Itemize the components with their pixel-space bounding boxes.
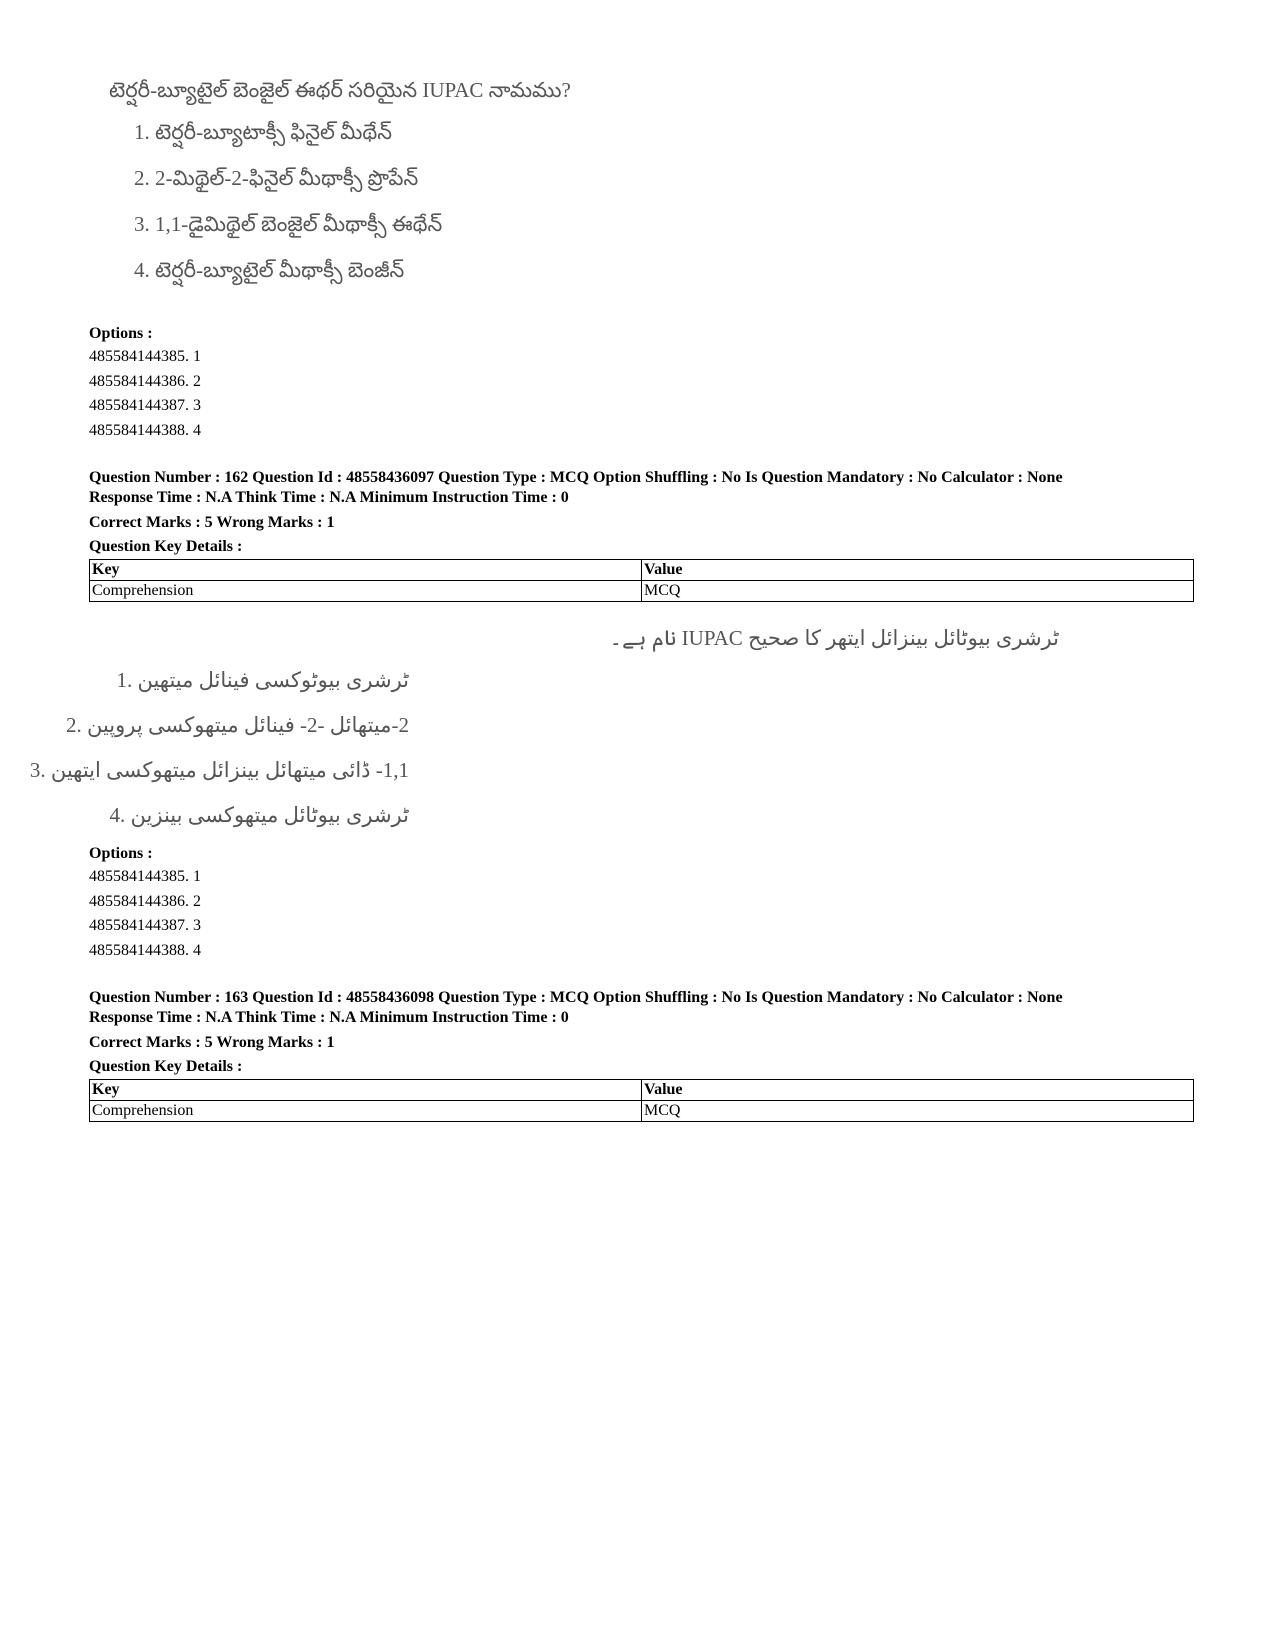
question-option: ٹرشری بیوٹوکسی فینائل میتھین .1 <box>116 668 409 692</box>
question-meta-line: Question Number : 162 Question Id : 48558436097 Question Type : MCQ Option Shuffling : No Is Question Mandatory : No Calculator : None <box>89 469 1063 486</box>
table-cell-value: MCQ <box>642 581 1194 602</box>
question-meta-line: Response Time : N.A Think Time : N.A Minimum Instruction Time : 0 <box>89 489 569 506</box>
question-option: ٹرشری بیوٹائل میتھوکسی بینزین .4 <box>109 803 409 827</box>
table-cell-key: Comprehension <box>90 1101 642 1122</box>
table-header-row <box>90 560 1194 581</box>
table-header-value: Value <box>642 560 1194 581</box>
question-option: 3. 1,1-డైమిథైల్ బెంజైల్ మీథాక్సీ ఈథేన్ <box>134 212 443 236</box>
option-id: 485584144387. 3 <box>89 917 201 934</box>
key-details-label: Question Key Details : <box>89 538 243 555</box>
options-label: Options : <box>89 845 153 862</box>
key-details-table <box>89 1079 1194 1122</box>
marks-line: Correct Marks : 5 Wrong Marks : 1 <box>89 1034 335 1051</box>
option-id: 485584144388. 4 <box>89 421 201 439</box>
table-header-key: Key <box>90 560 642 581</box>
question-meta-line: Response Time : N.A Think Time : N.A Minimum Instruction Time : 0 <box>89 1009 569 1026</box>
key-details-table <box>89 559 1194 602</box>
option-id: 485584144385. 1 <box>89 348 201 365</box>
options-section <box>89 842 1194 963</box>
question-image-telugu <box>89 80 1194 281</box>
table-row <box>90 581 1194 602</box>
marks-line: Correct Marks : 5 Wrong Marks : 1 <box>89 514 335 531</box>
options-label: Options : <box>89 325 153 342</box>
question-option: 2-میتھائل -2- فینائل میتھوکسی پروپین .2 <box>65 713 409 737</box>
question-option: 1. టెర్షరీ-బ్యూటాక్సీ ఫినైల్ మీథేన్ <box>134 120 392 144</box>
question-stem: టెర్షరీ-బ్యూటైల్ బెంజైల్ ఈథర్ సరియైన IUPAC నామము? <box>109 78 571 102</box>
table-cell-value: MCQ <box>642 1101 1194 1122</box>
table-row <box>90 1101 1194 1122</box>
key-details-label: Question Key Details : <box>89 1058 243 1075</box>
option-id: 485584144386. 2 <box>89 892 201 910</box>
option-id: 485584144388. 4 <box>89 941 201 959</box>
table-header-row <box>90 1080 1194 1101</box>
options-section <box>89 322 1194 443</box>
question-stem: ٹرشری بیوٹائل بینزائل ایتھر کا صحیح IUPAC نام ہے۔ <box>609 626 1059 650</box>
question-option: 1,1- ڈائی میتھائل بینزائل میتھوکسی ایتھین .3 <box>29 758 409 782</box>
question-option: 2. 2-మిథైల్-2-ఫినైల్ మీథాక్సీ ప్రొపేన్ <box>134 166 419 190</box>
question-meta-163 <box>89 988 1194 1122</box>
option-id: 485584144385. 1 <box>89 868 201 885</box>
option-id: 485584144386. 2 <box>89 372 201 390</box>
table-header-value: Value <box>642 1080 1194 1101</box>
table-header-key: Key <box>90 1080 642 1101</box>
option-id: 485584144387. 3 <box>89 397 201 414</box>
question-option: 4. టెర్షరీ-బ్యూటైల్ మీథాక్సీ బెంజీన్ <box>134 258 405 282</box>
question-meta-162 <box>89 468 1194 602</box>
question-meta-line: Question Number : 163 Question Id : 48558436098 Question Type : MCQ Option Shuffling : No Is Question Mandatory : No Calculator : None <box>89 989 1063 1006</box>
table-cell-key: Comprehension <box>90 581 642 602</box>
